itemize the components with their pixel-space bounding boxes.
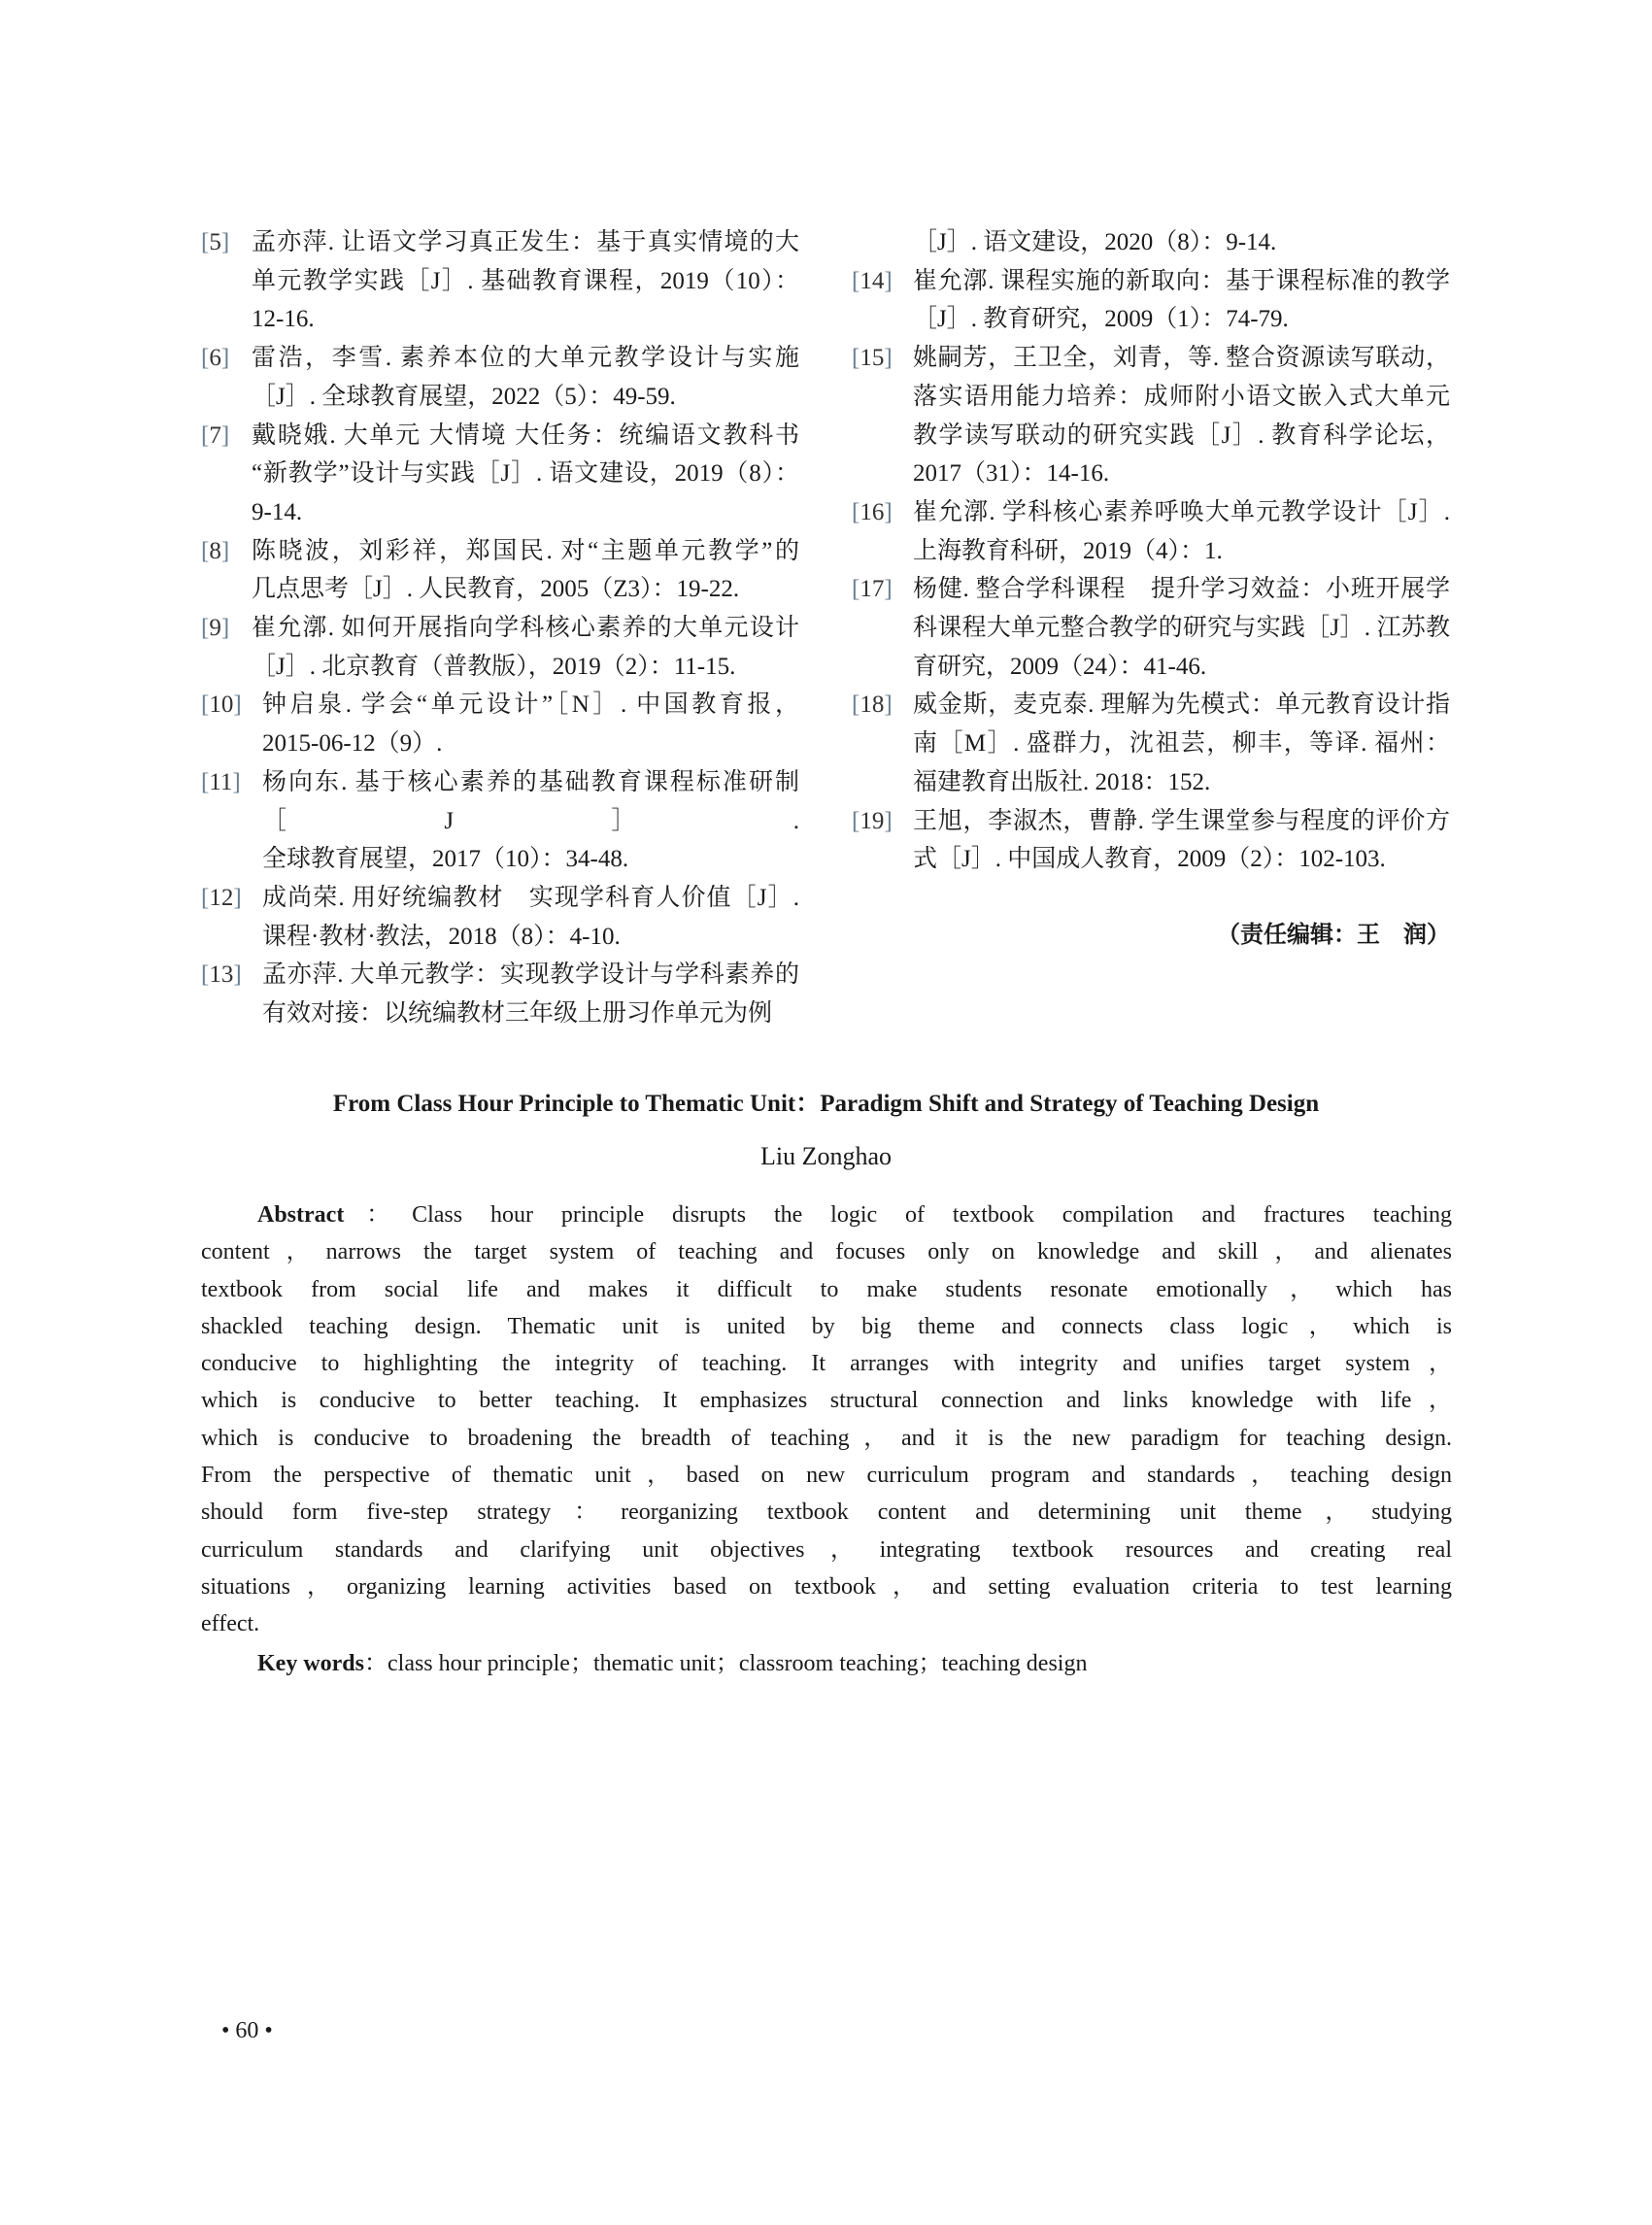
- reference-item: [852, 570, 1450, 686]
- reference-line: 雷浩，李雪. 素养本位的大单元教学设计与实施: [252, 345, 799, 372]
- reference-number: [5]: [201, 229, 230, 255]
- reference-number-text: 16: [860, 498, 885, 525]
- reference-number: [18]: [852, 691, 893, 719]
- reference-line: 孟亦萍. 让语文学习真正发生：基于真实情境的大: [252, 229, 799, 255]
- reference-line: 全球教育展望，2017（10）：34-48.: [262, 846, 629, 873]
- abstract-line-text: conducive to highlighting the integrity of teaching. It arranges with integrity and unifies target system，: [201, 1351, 1452, 1377]
- reference-number: [14]: [852, 267, 893, 294]
- reference-item: [852, 339, 1450, 493]
- reference-number-text: 9: [209, 615, 221, 642]
- reference-line: 姚嗣芳，王卫全，刘青，等. 整合资源读写联动，: [913, 345, 1450, 372]
- reference-line: 崔允漷. 学科核心素养呼唤大单元教学设计［J］.: [913, 498, 1450, 525]
- reference-number: [12]: [201, 884, 242, 911]
- reference-line: 崔允漷. 课程实施的新取向：基于课程标准的教学: [913, 267, 1450, 294]
- reference-line: 王旭，李淑杰，曹静. 学生课堂参与程度的评价方: [913, 807, 1450, 834]
- reference-line: 教学读写联动的研究实践［J］. 教育科学论坛，: [913, 421, 1450, 449]
- reference-line: ［J］. 教育研究，2009（1）：74-79.: [913, 306, 1289, 333]
- abstract-label: Abstract: [257, 1202, 345, 1228]
- reference-number-text: 18: [860, 691, 885, 719]
- abstract-line-text: content，narrows the target system of teaching and focuses only on knowledge and skill，and alienates: [201, 1239, 1452, 1265]
- reference-number: [13]: [201, 961, 242, 989]
- abstract-line-text: should form five-step strategy：reorganizing textbook content and determining unit theme，studying: [201, 1500, 1452, 1526]
- abstract-line-text: ：Class hour principle disrupts the logic of textbook compilation and fractures teaching: [344, 1202, 1452, 1228]
- reference-item: [852, 493, 1450, 570]
- abstract-line: [201, 1494, 1452, 1531]
- reference-item: [852, 262, 1450, 339]
- reference-number: [10]: [201, 691, 242, 719]
- reference-number: [17]: [852, 576, 893, 603]
- reference-line: 南［M］. 盛群力，沈祖芸，柳丰，等译. 福州：: [913, 730, 1450, 758]
- reference-line: 落实语用能力培养：成师附小语文嵌入式大单元: [913, 383, 1450, 410]
- reference-line: 成尚荣. 用好统编教材 实现学科育人价值［J］.: [262, 884, 799, 911]
- reference-line: 孟亦萍. 大单元教学：实现教学设计与学科素养的: [262, 961, 799, 989]
- reference-line: 上海教育科研，2019（4）：1.: [913, 537, 1223, 564]
- reference-line: 戴晓娥. 大单元 大情境 大任务：统编语文教科书: [252, 421, 799, 449]
- reference-line: 12-16.: [252, 306, 315, 333]
- abstract-line: [201, 1271, 1452, 1308]
- reference-number-text: 14: [860, 267, 885, 294]
- abstract-line: [201, 1532, 1452, 1568]
- reference-number: [19]: [852, 807, 893, 834]
- reference-line: 几点思考［J］. 人民教育，2005（Z3）：19-22.: [252, 576, 740, 603]
- abstract-line: [201, 1197, 1452, 1233]
- reference-number-text: 10: [209, 691, 234, 719]
- reference-item: [201, 763, 799, 879]
- reference-item: [201, 609, 799, 686]
- english-author: Liu Zonghao: [759, 1142, 893, 1170]
- abstract-line: [201, 1345, 1452, 1382]
- reference-line: 福建教育出版社. 2018：152.: [913, 768, 1211, 795]
- reference-line: 陈晓波，刘彩祥，郑国民. 对“主题单元教学”的: [252, 537, 799, 564]
- keywords: [257, 1643, 1087, 1677]
- reference-number: [8]: [201, 537, 230, 564]
- abstract-line-text: effect.: [201, 1611, 260, 1637]
- page-number: • 60 •: [221, 2018, 273, 2043]
- reference-line: 式［J］. 中国成人教育，2009（2）：102-103.: [913, 846, 1386, 873]
- reference-line: 科课程大单元整合教学的研究与实践［J］. 江苏教: [913, 615, 1450, 642]
- reference-line: ［J］. 北京教育（普教版），2019（2）：11-15.: [252, 653, 736, 680]
- reference-item: [852, 802, 1450, 879]
- editor-note: （责任编辑：王 润）: [1217, 920, 1450, 948]
- reference-number-text: 13: [209, 961, 234, 989]
- reference-line: “新教学”设计与实践［J］. 语文建设，2019（8）：: [252, 460, 799, 488]
- reference-number: [11]: [201, 768, 241, 795]
- reference-line: 杨向东. 基于核心素养的基础教育课程标准研制［J］.: [262, 768, 799, 834]
- reference-number: [9]: [201, 615, 230, 642]
- abstract-line-text: which is conducive to better teaching. It emphasizes structural connection and links knowledge with life，: [201, 1388, 1452, 1414]
- reference-line: 2017（31）：14-16.: [913, 460, 1110, 488]
- reference-item: [201, 879, 799, 956]
- reference-line: 课程·教材·教法，2018（8）：4-10.: [262, 923, 621, 950]
- reference-number-text: 11: [209, 768, 233, 795]
- reference-number-text: 5: [209, 229, 221, 255]
- abstract-line: [201, 1382, 1452, 1419]
- reference-line: 杨健. 整合学科课程 提升学习效益：小班开展学: [913, 576, 1450, 603]
- reference-item: [201, 532, 799, 609]
- reference-number-text: 7: [209, 421, 221, 449]
- reference-item: [201, 417, 799, 532]
- reference-line: 威金斯，麦克泰. 理解为先模式：单元教育设计指: [913, 691, 1450, 719]
- abstract-line-text: shackled teaching design. Thematic unit is united by big theme and connects class logic，which is: [201, 1313, 1452, 1339]
- abstract-line-text: From the perspective of thematic unit，based on new curriculum program and standards，teaching design: [201, 1463, 1452, 1489]
- reference-13-continuation: ［J］. 语文建设，2020（8）：9-14.: [913, 229, 1277, 255]
- abstract-line-text: curriculum standards and clarifying unit objectives，integrating textbook resources and creating real: [201, 1536, 1452, 1563]
- reference-line: 单元教学实践［J］. 基础教育课程，2019（10）：: [252, 267, 799, 294]
- abstract-line: [201, 1568, 1452, 1605]
- reference-line: 2015-06-12（9）.: [262, 730, 443, 758]
- reference-number-text: 15: [860, 345, 885, 372]
- reference-number: [6]: [201, 345, 230, 372]
- reference-number-text: 19: [860, 807, 885, 834]
- reference-item: [201, 686, 799, 762]
- english-title: From Class Hour Principle to Thematic Unit：Paradigm Shift and Strategy of Teaching Design: [332, 1091, 1320, 1117]
- abstract-line-text: which is conducive to broadening the breadth of teaching，and it is the new paradigm for teaching design.: [201, 1425, 1452, 1451]
- reference-line: 崔允漷. 如何开展指向学科核心素养的大单元设计: [252, 615, 799, 642]
- reference-item: [201, 223, 799, 339]
- abstract-line-text: situations，organizing learning activities based on textbook，and setting evaluation criteria to test learning: [201, 1573, 1452, 1600]
- references-right-column: [852, 223, 1450, 950]
- reference-number-text: 8: [209, 537, 221, 564]
- reference-number: [7]: [201, 421, 230, 449]
- abstract-line: [201, 1457, 1452, 1494]
- reference-item: [201, 339, 799, 416]
- abstract-line-text: textbook from social life and makes it difficult to make students resonate emotionally，which has: [201, 1276, 1452, 1302]
- abstract-line: [201, 1233, 1452, 1270]
- english-abstract: [201, 1197, 1452, 1643]
- reference-number-text: 17: [860, 576, 885, 603]
- abstract-line: [201, 1605, 1452, 1642]
- keywords-text: ：class hour principle；thematic unit；classroom teaching；teaching design: [364, 1651, 1088, 1676]
- reference-line: 9-14.: [252, 498, 303, 525]
- keywords-label: Key words: [257, 1651, 364, 1676]
- reference-number: [15]: [852, 345, 893, 372]
- reference-line: ［J］. 全球教育展望，2022（5）：49-59.: [252, 383, 676, 410]
- references-left-column: [201, 223, 799, 1033]
- reference-item: [852, 686, 1450, 801]
- reference-number-text: 12: [209, 884, 234, 911]
- reference-item: [201, 956, 799, 1032]
- reference-line: 钟启泉. 学会“单元设计”［N］. 中国教育报，: [262, 691, 799, 719]
- abstract-line: [201, 1308, 1452, 1345]
- reference-number-text: 6: [209, 345, 221, 372]
- reference-line: 育研究，2009（24）：41-46.: [913, 653, 1207, 680]
- reference-number: [16]: [852, 498, 893, 525]
- abstract-line: [201, 1420, 1452, 1457]
- reference-line: 有效对接：以统编教材三年级上册习作单元为例: [262, 1000, 773, 1028]
